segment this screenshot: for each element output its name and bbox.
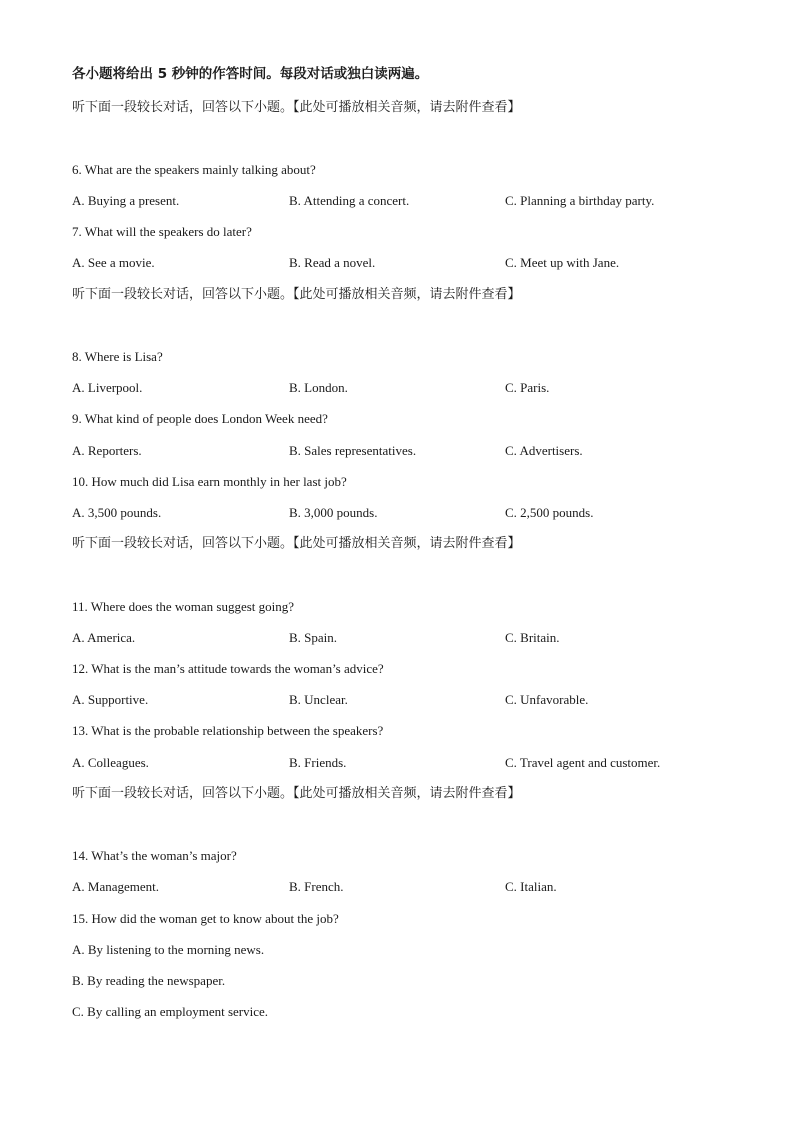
option-c: C. Italian. <box>505 879 557 894</box>
option-c: C. Advertisers. <box>505 443 583 458</box>
question-9: 9. What kind of people does London Week need? <box>72 411 328 426</box>
section-instruction: 听下面一段较长对话，回答以下小题。【此处可播放相关音频，请去附件查看】 <box>72 100 521 115</box>
question-12: 12. What is the man’s attitude towards the woman’s advice? <box>72 661 384 676</box>
options-row <box>72 443 722 459</box>
option-a: A. America. <box>72 630 136 645</box>
option-a: A. 3,500 pounds. <box>72 505 162 520</box>
question-15: 15. How did the woman get to know about the job? <box>72 911 339 926</box>
option-c: C. Meet up with Jane. <box>505 255 620 270</box>
section-heading: 各小题将给出 5 秒钟的作答时间。每段对话或独白读两遍。 <box>72 66 429 82</box>
option-b: B. Spain. <box>289 630 338 645</box>
option-a: A. Buying a present. <box>72 193 180 208</box>
section-instruction: 听下面一段较长对话，回答以下小题。【此处可播放相关音频，请去附件查看】 <box>72 536 521 551</box>
option-b: B. 3,000 pounds. <box>289 505 378 520</box>
option-c: C. Travel agent and customer. <box>505 755 661 770</box>
options-row <box>72 630 722 646</box>
option-b: B. Read a novel. <box>289 255 376 270</box>
question-10: 10. How much did Lisa earn monthly in her last job? <box>72 474 347 489</box>
option-b: B. Friends. <box>289 755 347 770</box>
option-b: B. By reading the newspaper. <box>72 973 226 988</box>
option-c: C. 2,500 pounds. <box>505 505 594 520</box>
question-8: 8. Where is Lisa? <box>72 349 163 364</box>
section-instruction: 听下面一段较长对话，回答以下小题。【此处可播放相关音频，请去附件查看】 <box>72 786 521 801</box>
option-c: C. By calling an employment service. <box>72 1004 269 1019</box>
option-a: A. Reporters. <box>72 443 142 458</box>
option-a: A. Management. <box>72 879 160 894</box>
option-c: C. Unfavorable. <box>505 692 589 707</box>
question-7: 7. What will the speakers do later? <box>72 224 252 239</box>
options-row <box>72 755 722 771</box>
options-row <box>72 193 722 209</box>
options-row <box>72 505 722 521</box>
option-b: B. French. <box>289 879 344 894</box>
option-b: B. Sales representatives. <box>289 443 417 458</box>
section-instruction: 听下面一段较长对话，回答以下小题。【此处可播放相关音频，请去附件查看】 <box>72 287 521 302</box>
question-14: 14. What’s the woman’s major? <box>72 848 237 863</box>
options-row <box>72 692 722 708</box>
question-13: 13. What is the probable relationship between the speakers? <box>72 723 384 738</box>
option-c: C. Britain. <box>505 630 560 645</box>
option-a: A. Liverpool. <box>72 380 143 395</box>
option-b: B. Attending a concert. <box>289 193 410 208</box>
option-a: A. By listening to the morning news. <box>72 942 265 957</box>
option-b: B. Unclear. <box>289 692 348 707</box>
option-a: A. Colleagues. <box>72 755 149 770</box>
question-11: 11. Where does the woman suggest going? <box>72 599 295 614</box>
question-6: 6. What are the speakers mainly talking about? <box>72 162 316 177</box>
options-row <box>72 255 722 271</box>
option-a: A. Supportive. <box>72 692 149 707</box>
options-row <box>72 879 722 895</box>
option-a: A. See a movie. <box>72 255 155 270</box>
option-c: C. Planning a birthday party. <box>505 193 655 208</box>
options-row <box>72 380 722 396</box>
option-c: C. Paris. <box>505 380 550 395</box>
option-b: B. London. <box>289 380 348 395</box>
